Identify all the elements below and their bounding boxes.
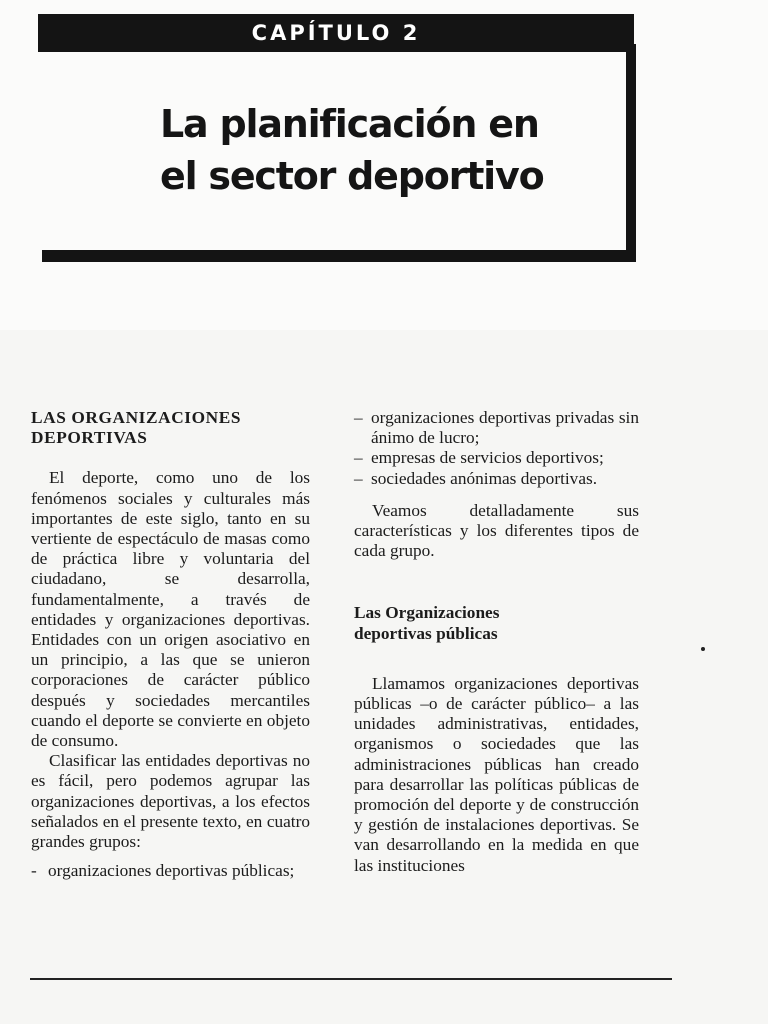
group-list-continued bbox=[354, 408, 639, 489]
chapter-frame-right-border bbox=[626, 44, 636, 260]
list-item bbox=[354, 469, 639, 489]
list-item bbox=[31, 861, 310, 881]
ink-dot bbox=[701, 647, 705, 651]
group-list-start bbox=[31, 861, 310, 881]
list-item bbox=[354, 448, 639, 468]
list-item-text: empresas de servicios deportivos; bbox=[371, 448, 604, 468]
list-dash: – bbox=[354, 448, 363, 468]
list-item bbox=[354, 408, 639, 448]
list-dash: – bbox=[354, 408, 363, 427]
paragraph-public-organizations: Llamamos organizaciones deportivas públicas –o de carácter público– a las unidades administrativas, entidades, organismos o sociedades que las administraciones públicas han creado para desarrollar las políticas públicas de promoción del deporte y de construcción y gestión de instalaciones deportivas. Se van desarrollando en la medida en que las instituciones bbox=[354, 673, 639, 875]
list-dash: – bbox=[354, 468, 363, 488]
paragraph-intro: El deporte, como uno de los fenómenos sociales y culturales más importantes de este siglo, tanto en su vertiente de espectáculo de masas como de práctica libre y voluntaria del ciudadano, se desarrolla, fundamentalmente, a través de entidades y organizaciones deportivas. Entidades con un origen asociativo en un principio, a las que se unieron corporaciones de carácter público después y sociedades mercantiles cuando el deporte se convierte en objeto de consumo. bbox=[31, 468, 310, 751]
chapter-label: CAPÍTULO 2 bbox=[251, 21, 421, 45]
left-column bbox=[31, 408, 310, 881]
right-column bbox=[354, 408, 639, 876]
list-item-text: organizaciones deportivas privadas sin ánimo de lucro; bbox=[371, 408, 639, 448]
chapter-frame-bottom-border bbox=[42, 250, 636, 262]
section-heading-line1: LAS ORGANIZACIONES bbox=[31, 408, 242, 427]
footer-rule bbox=[30, 978, 672, 980]
list-item-text: organizaciones deportivas públicas; bbox=[48, 861, 295, 881]
list-dash: - bbox=[31, 861, 37, 881]
chapter-title-line2: el sector deportivo bbox=[160, 154, 544, 198]
paragraph-overview: Veamos detalladamente sus características y los diferentes tipos de cada grupo. bbox=[354, 500, 639, 561]
chapter-banner bbox=[38, 14, 634, 52]
subsection-heading-line2: deportivas públicas bbox=[354, 623, 498, 643]
paragraph-classification: Clasificar las entidades deportivas no es fácil, pero podemos agrupar las organizaciones deportivas, a los efectos señalados en el presente texto, en cuatro grandes grupos: bbox=[31, 751, 310, 852]
chapter-title-line1: La planificación en bbox=[160, 102, 539, 146]
section-heading-line2: DEPORTIVAS bbox=[31, 428, 148, 448]
subsection-heading-line1: Las Organizaciones bbox=[354, 603, 500, 623]
list-item-text: sociedades anónimas deportivas. bbox=[371, 468, 598, 488]
chapter-title bbox=[160, 98, 600, 202]
section-heading bbox=[31, 408, 310, 448]
subsection-heading bbox=[354, 603, 639, 643]
